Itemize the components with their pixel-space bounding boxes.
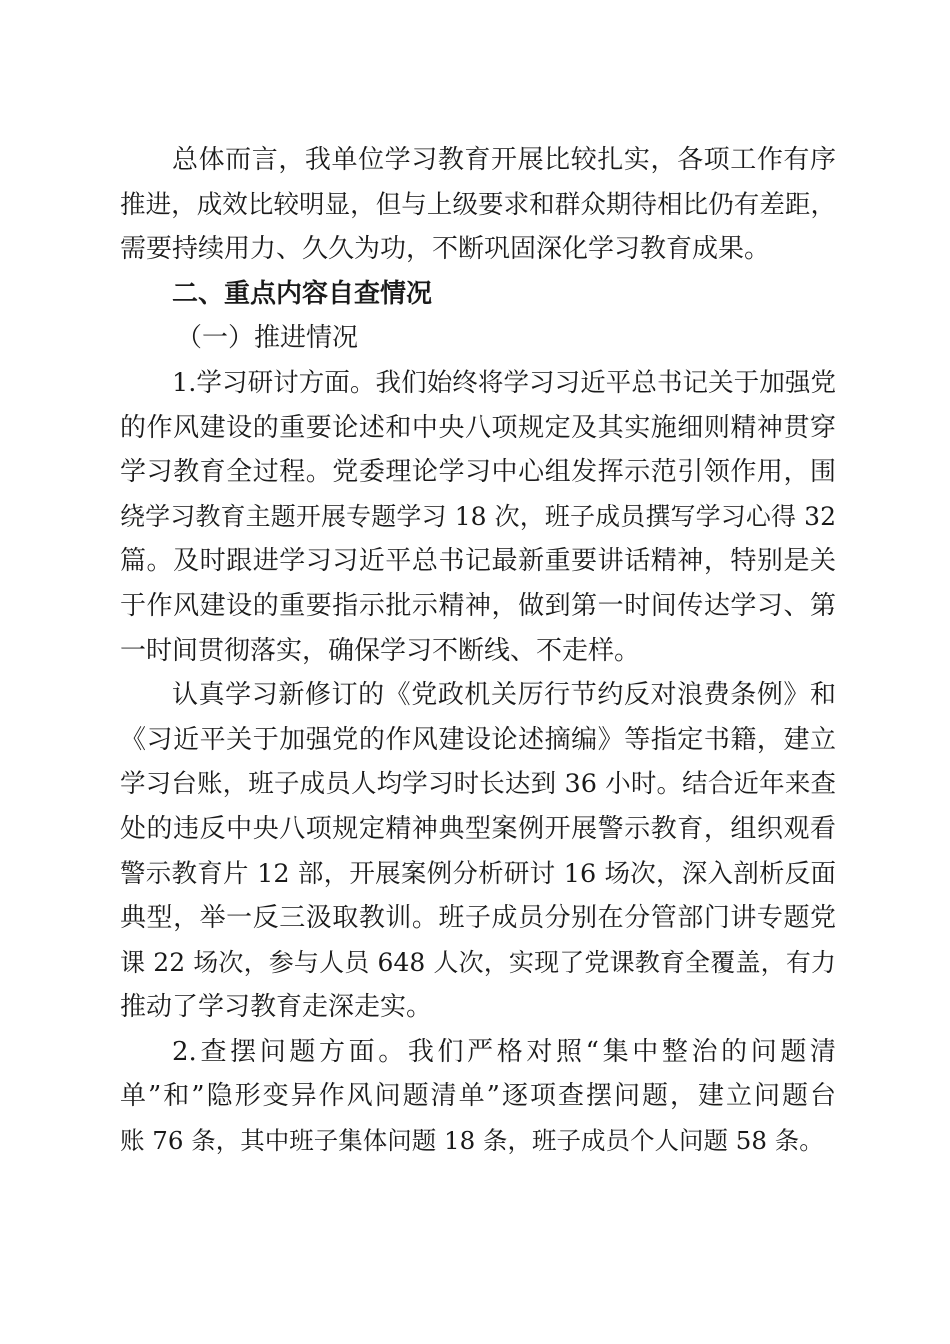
text-line: 认真学习新修订的《党政机关厉行节约反对浪费条例》和 bbox=[172, 680, 836, 711]
text-line: 于作风建设的重要指示批示精神，做到第一时间传达学习、第 bbox=[120, 590, 836, 621]
text-line: 推进，成效比较明显，但与上级要求和群众期待相比仍有差距， bbox=[120, 189, 836, 220]
text-line: 1.学习研讨方面。我们始终将学习习近平总书记关于加强党 bbox=[172, 367, 836, 398]
text-line: 《习近平关于加强党的作风建设论述摘编》等指定书籍，建立 bbox=[120, 724, 836, 755]
text-line: 绕学习教育主题开展专题学习 18 次，班子成员撰写学习心得 32 bbox=[120, 501, 836, 531]
text-line: 课 22 场次，参与人员 648 人次，实现了党课教育全覆盖，有力 bbox=[120, 947, 836, 977]
heading-text: 二、重点内容自查情况 bbox=[172, 278, 433, 309]
subheading-text: （一）推进情况 bbox=[176, 323, 359, 354]
text-line: 单”和”隐形变异作风问题清单”逐项查摆问题，建立问题台 bbox=[120, 1081, 836, 1112]
text-line: 账 76 条，其中班子集体问题 18 条，班子成员个人问题 58 条。 bbox=[120, 1126, 824, 1156]
subsection-heading bbox=[120, 316, 836, 361]
paragraph-study-discussion bbox=[120, 361, 836, 673]
text-line: 需要持续用力、久久为功，不断巩固深化学习教育成果。 bbox=[120, 234, 771, 265]
text-line: 推动了学习教育走深走实。 bbox=[120, 992, 433, 1023]
text-line: 学习教育全过程。党委理论学习中心组发挥示范引领作用，围 bbox=[120, 457, 836, 488]
paragraph-study-books bbox=[120, 673, 836, 1030]
text-line: 处的违反中央八项规定精神典型案例开展警示教育，组织观看 bbox=[120, 813, 836, 844]
text-line: 的作风建设的重要论述和中央八项规定及其实施细则精神贯穿 bbox=[120, 412, 836, 443]
text-line: 篇。及时跟进学习习近平总书记最新重要讲话精神，特别是关 bbox=[120, 546, 836, 577]
text-line: 一时间贯彻落实，确保学习不断线、不走样。 bbox=[120, 635, 641, 666]
section-heading bbox=[120, 272, 836, 317]
paragraph-problem-check bbox=[120, 1030, 836, 1164]
document-body bbox=[120, 138, 836, 1164]
text-line: 学习台账，班子成员人均学习时长达到 36 小时。结合近年来查 bbox=[120, 769, 836, 800]
paragraph-summary bbox=[120, 138, 836, 272]
text-line: 2.查摆问题方面。我们严格对照“集中整治的问题清 bbox=[172, 1036, 836, 1067]
text-line: 总体而言，我单位学习教育开展比较扎实，各项工作有序 bbox=[172, 145, 836, 175]
text-line: 警示教育片 12 部，开展案例分析研讨 16 场次，深入剖析反面 bbox=[120, 858, 836, 889]
text-line: 典型，举一反三汲取教训。班子成员分别在分管部门讲专题党 bbox=[120, 903, 836, 934]
